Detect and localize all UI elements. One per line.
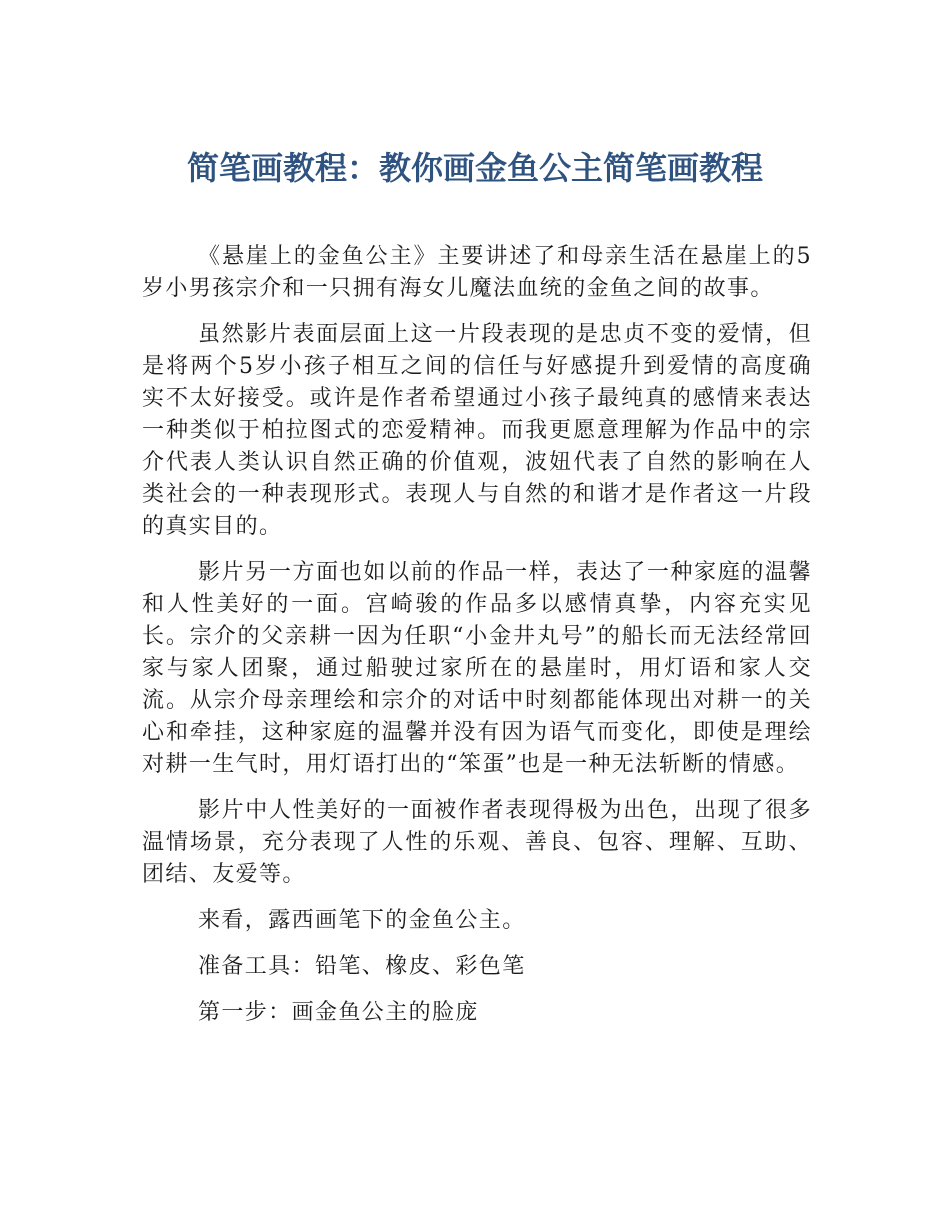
paragraph-family: 影片另一方面也如以前的作品一样，表达了一种家庭的温馨和人性美好的一面。宫崎骏的作品多以感情真挚，内容充实见长。宗介的父亲耕一因为任职“小金井丸号”的船长而无法经常回家与家人团聚，通过船驶过家所在的悬崖时，用灯语和家人交流。从宗介母亲理绘和宗介的对话中时刻都能体现出对耕一的关心和牵挂，这种家庭的温馨并没有因为语气而变化，即使是理绘对耕一生气时，用灯语打出的“笨蛋”也是一种无法斩断的情感。	[142, 560, 812, 777]
paragraph-intro: 《悬崖上的金鱼公主》主要讲述了和母亲生活在悬崖上的5岁小男孩宗介和一只拥有海女儿魔法血统的金鱼之间的故事。	[142, 244, 812, 301]
paragraph-step-one: 第一步：画金鱼公主的脸庞	[198, 1000, 479, 1025]
document-body	[142, 241, 812, 1043]
paragraph-humanity: 影片中人性美好的一面被作者表现得极为出色，出现了很多温情场景，充分表现了人性的乐观、善良、包容、理解、互助、团结、友爱等。	[142, 798, 812, 887]
document-title: 简笔画教程：教你画金鱼公主简笔画教程	[186, 149, 763, 187]
paragraph-lead-in: 来看，露西画笔下的金鱼公主。	[198, 908, 526, 933]
paragraph-theme: 虽然影片表面层面上这一片段表现的是忠贞不变的爱情，但是将两个5岁小孩子相互之间的信任与好感提升到爱情的高度确实不太好接受。或许是作者希望通过小孩子最纯真的感情来表达一种类似于柏拉图式的恋爱精神。而我更愿意理解为作品中的宗介代表人类认识自然正确的价值观，波妞代表了自然的影响在人类社会的一种表现形式。表现人与自然的和谐才是作者这一片段的真实目的。	[142, 322, 812, 539]
paragraph-tools: 准备工具：铅笔、橡皮、彩色笔	[198, 954, 526, 979]
